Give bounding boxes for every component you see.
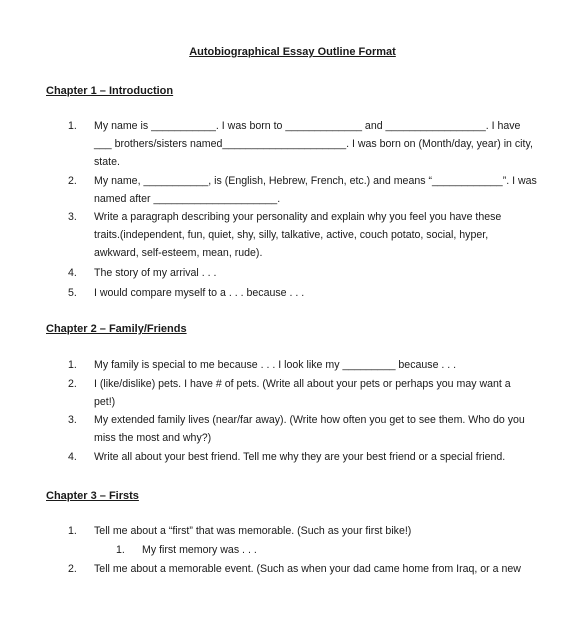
item-line: miss the most and why?)	[94, 432, 212, 444]
item-line: The story of my arrival . . .	[94, 267, 217, 279]
item-number: 3.	[68, 211, 77, 223]
item-line: Tell me about a “first” that was memorable. (Such as your first bike!)	[94, 525, 412, 537]
item-line: My name, ___________, is (English, Hebrew, French, etc.) and means “____________”. I was	[94, 175, 537, 187]
item-line: traits.(independent, fun, quiet, shy, silly, talkative, active, couch potato, social, hyper,	[94, 229, 489, 241]
item-line: I would compare myself to a . . . because . . .	[94, 287, 305, 299]
item-line: Tell me about a memorable event. (Such as when your dad came home from Iraq, or a new	[94, 563, 521, 575]
item-line: named after _____________________.	[94, 193, 281, 205]
item-line: pet!)	[94, 396, 116, 408]
document-title: Autobiographical Essay Outline Format	[189, 46, 396, 58]
item-line: Write a paragraph describing your personality and explain why you feel you have these	[94, 211, 502, 223]
item-number: 4.	[68, 267, 77, 279]
item-line: My first memory was . . .	[142, 544, 257, 556]
item-line: My name is ___________. I was born to _____________ and _________________. I have	[94, 120, 521, 132]
item-number: 1.	[68, 359, 77, 371]
item-line: state.	[94, 156, 120, 168]
item-number: 1.	[116, 544, 125, 556]
chapter-3-heading: Chapter 3 – Firsts	[46, 490, 139, 502]
item-number: 1.	[68, 120, 77, 132]
item-number: 5.	[68, 287, 77, 299]
item-line: My extended family lives (near/far away). (Write how often you get to see them. Who do you	[94, 414, 525, 426]
item-number: 2.	[68, 175, 77, 187]
item-line: awkward, self-esteem, mean, rude).	[94, 247, 263, 259]
item-number: 2.	[68, 563, 77, 575]
item-line: ___ brothers/sisters named_____________________. I was born on (Month/day, year) in city,	[94, 138, 533, 150]
item-number: 2.	[68, 378, 77, 390]
item-line: Write all about your best friend. Tell me why they are your best friend or a special friend.	[94, 451, 506, 463]
item-line: I (like/dislike) pets. I have # of pets. (Write all about your pets or perhaps you may want a	[94, 378, 511, 390]
chapter-1-heading: Chapter 1 – Introduction	[46, 85, 174, 97]
item-number: 4.	[68, 451, 77, 463]
item-line: My family is special to me because . . . I look like my _________ because . . .	[94, 359, 457, 371]
item-number: 1.	[68, 525, 77, 537]
item-number: 3.	[68, 414, 77, 426]
chapter-2-heading: Chapter 2 – Family/Friends	[46, 323, 187, 335]
